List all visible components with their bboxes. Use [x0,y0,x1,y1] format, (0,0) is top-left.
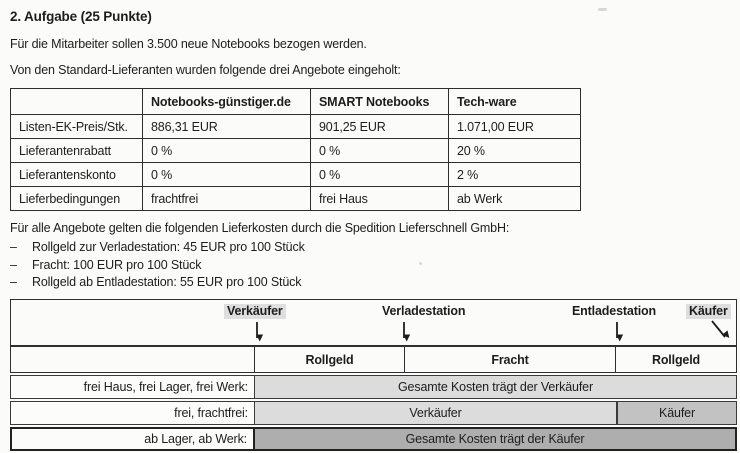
list-item [10,257,305,275]
cell-value: ab Werk [449,187,581,211]
shipping-item-text: Fracht: 100 EUR pro 100 Stück [32,257,202,272]
station-arrows [11,300,738,347]
page-title: 2. Aufgabe (25 Punkte) [10,9,152,24]
shipping-intro: Für alle Angebote gelten die folgenden Lieferkosten durch die Spedition Lieferschnell GmbH: [10,221,510,235]
offers-header-empty [11,89,143,115]
list-item [10,239,305,257]
cell-value: frei Haus [311,187,449,211]
station-label-verkaeufer: Verkäufer [224,304,286,319]
table-row-list-price [11,115,581,139]
scan-artifact [598,8,607,11]
dash-bullet: – [10,257,17,272]
cell-value: 2 % [449,163,581,187]
dash-bullet: – [10,240,17,254]
cost-col-rollgeld-1: Rollgeld [255,346,405,373]
diagram-station-header [10,299,737,346]
shipping-item-text: Rollgeld ab Entladestation: 55 EUR pro 100 Stück [32,275,302,289]
offers-header-supplier-3: Tech-ware [449,89,581,115]
cell-value: 886,31 EUR [143,115,311,139]
dash-bullet: – [10,275,17,289]
diagram-row-frachtfrei [10,401,737,425]
diagram-row-ab-werk [10,427,737,451]
offers-header-row [11,89,581,115]
station-label-verladestation: Verladestation [382,304,466,318]
cost-bearer-cell: Gesamte Kosten trägt der Verkäufer [255,375,737,399]
cell-value: 901,25 EUR [311,115,449,139]
scan-artifact [419,262,422,265]
cost-columns-row [10,346,737,373]
offers-header-supplier-2: SMART Notebooks [311,89,449,115]
row-label: Listen-EK-Preis/Stk. [11,115,143,139]
offers-table [10,88,581,211]
cell-value: 0 % [311,163,449,187]
cost-col-empty [10,346,255,373]
freight-cost-diagram [10,299,737,451]
table-row-skonto [11,163,581,187]
cost-col-rollgeld-2: Rollgeld [616,346,737,373]
arrow-kaeufer [712,321,725,337]
station-label-kaeufer: Käufer [686,304,731,319]
row-label: frei, frachtfrei: [10,401,255,425]
cost-bearer-cell-kaeufer: Käufer [617,401,737,425]
cell-value: 1.071,00 EUR [449,115,581,139]
cell-value: frachtfrei [143,187,311,211]
cell-value: 20 % [449,139,581,163]
intro-line-1: Für die Mitarbeiter sollen 3.500 neue Notebooks bezogen werden. [10,37,367,51]
cost-col-fracht: Fracht [405,346,616,373]
intro-line-2: Von den Standard-Lieferanten wurden folgende drei Angebote eingeholt: [10,63,401,77]
cost-bearer-cell: Gesamte Kosten trägt der Käufer [255,427,737,451]
row-label: Lieferantenrabatt [11,139,143,163]
offers-header-supplier-1: Notebooks-günstiger.de [143,89,311,115]
cell-value: 0 % [143,163,311,187]
table-row-bedingungen [11,187,581,211]
row-label: Lieferbedingungen [11,187,143,211]
row-label: ab Lager, ab Werk: [10,427,255,451]
list-item [10,274,305,292]
station-label-entladestation: Entladestation [572,304,657,318]
row-label: frei Haus, frei Lager, frei Werk: [10,375,255,399]
shipping-item-text: Rollgeld zur Verladestation: 45 EUR pro 100 Stück [32,240,305,254]
diagram-row-frei-haus [10,375,737,399]
row-label: Lieferantenskonto [11,163,143,187]
table-row-rabatt [11,139,581,163]
shipping-list [10,239,305,292]
cell-value: 0 % [311,139,449,163]
cell-value: 0 % [143,139,311,163]
cost-bearer-cell-verkaeufer: Verkäufer [255,401,617,425]
